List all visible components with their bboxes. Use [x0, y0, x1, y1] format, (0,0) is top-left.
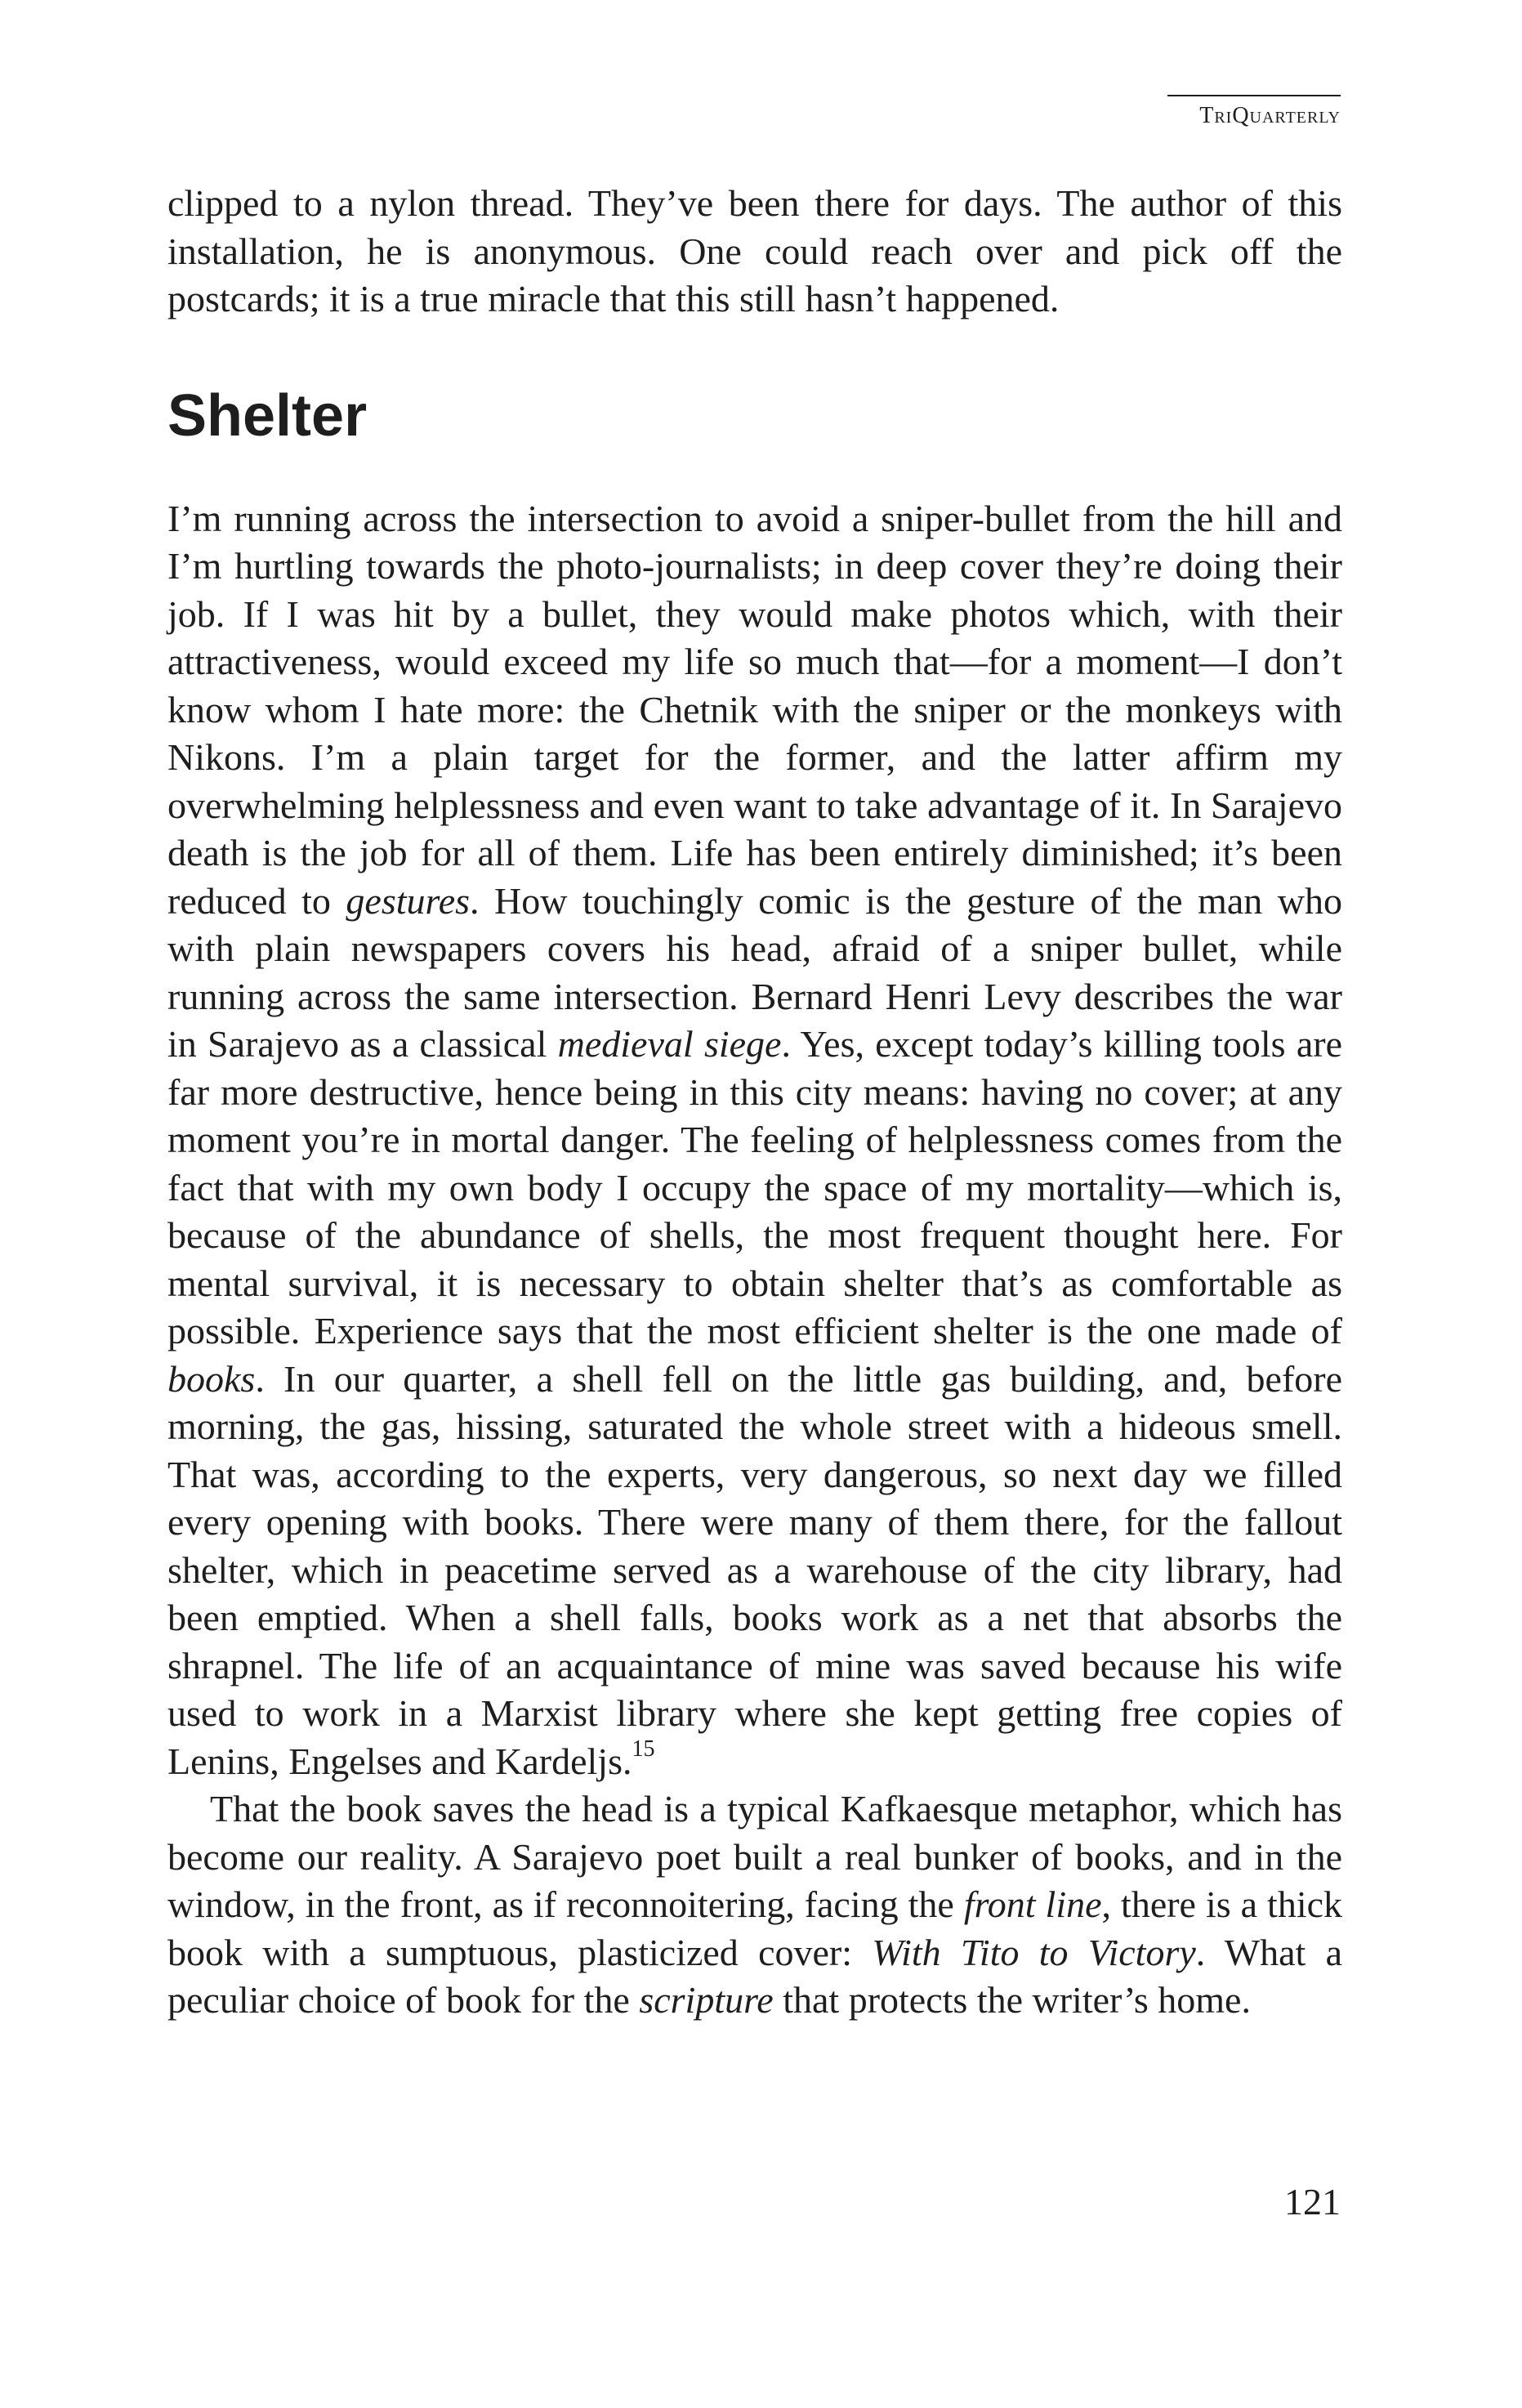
paragraph-1-italic-1: gestures [346, 879, 471, 922]
page-number: 121 [1284, 2181, 1341, 2223]
paragraph-1-text-4: . In our quarter, a shell fell on the little gas building, and, before morning, the gas, hissing, saturated the whole street with a hideous smell. That was, according to the experts, very dangerous, so next day we filled every opening with books. There were many of them there, for the fallout shelter, which in peacetime served as a warehouse of the city library, had been emptied. When a shell falls, books work as a net that absorbs the shrapnel. The life of an acquaintance of mine was saved because his wife used to work in a Marxist library where she kept getting free copies of Lenins, Engelses and Kardeljs. [167, 1357, 1342, 1782]
paragraph-1-italic-2: medieval siege [557, 1023, 782, 1065]
running-head [1167, 95, 1341, 129]
paragraph-2 [167, 1785, 1342, 2025]
paragraph-2-text-4: that protects the writer’s home. [773, 1979, 1251, 2021]
running-head-title: TriQuarterly [1199, 103, 1341, 128]
paragraph-2-italic-3: scripture [639, 1979, 774, 2021]
paragraph-2-text-2: , there is a thick book with a sumptuous, plasticized cover: [167, 1883, 1343, 1973]
paragraph-2-italic-2: With Tito to Victory [872, 1931, 1196, 1973]
paragraph-1-text-3: . Yes, except today’s killing tools are far more destructive, hence being in this city means: having no cover; at any moment you’re in mortal danger. The feeling of helplessness comes from the fact that with my own body I occupy the space of my mortality—which is, because of the abundance of shells, the most frequent thought here. For mental survival, it is necessary to obtain shelter that’s as comfortable as possible. Experience says that the most efficient shelter is the one made of [167, 1023, 1342, 1351]
opening-paragraph: clipped to a nylon thread. They’ve been there for days. The author of this installation, he is anonymous. One could reach over and pick off the postcards; it is a true miracle that this still hasn’t happened. [167, 182, 1342, 319]
running-head-rule [1167, 95, 1341, 96]
body-text [167, 180, 1342, 2025]
paragraph-1-text-1: I’m running across the intersection to avoid a sniper-bullet from the hill and I’m hurtling towards the photo-journalists; in deep cover they’re doing their job. If I was hit by a bullet, they would make photos which, with their attractiveness, would exceed my life so much that—for a moment—I don’t know whom I hate more: the Chetnik with the sniper or the monkeys with Nikons. I’m a plain target for the former, and the latter affirm my overwhelming helplessness and even want to take advantage of it. In Sarajevo death is the job for all of them. Life has been entirely diminished; it’s been reduced to [167, 497, 1342, 922]
paragraph-1-italic-3: books [167, 1357, 256, 1400]
paragraph-2-italic-1: front line [963, 1883, 1102, 1925]
paragraph-1-text-2: . How touchingly comic is the gesture of the man who with plain newspapers covers his head, afraid of a sniper bullet, while running across the same intersection. Bernard Henri Levy describes the war in Sarajevo as a classical [167, 879, 1342, 1065]
paragraph-2-text-3: . What a peculiar choice of book for the [167, 1931, 1342, 2021]
paragraph-1 [167, 495, 1342, 1786]
footnote-reference: 15 [632, 1736, 655, 1762]
paragraph-2-text-1: That the book saves the head is a typical Kafkaesque metaphor, which has become our reality. A Sarajevo poet built a real bunker of books, and in the window, in the front, as if reconnoitering, facing the [167, 1788, 1342, 1925]
section-heading: Shelter [167, 382, 368, 449]
